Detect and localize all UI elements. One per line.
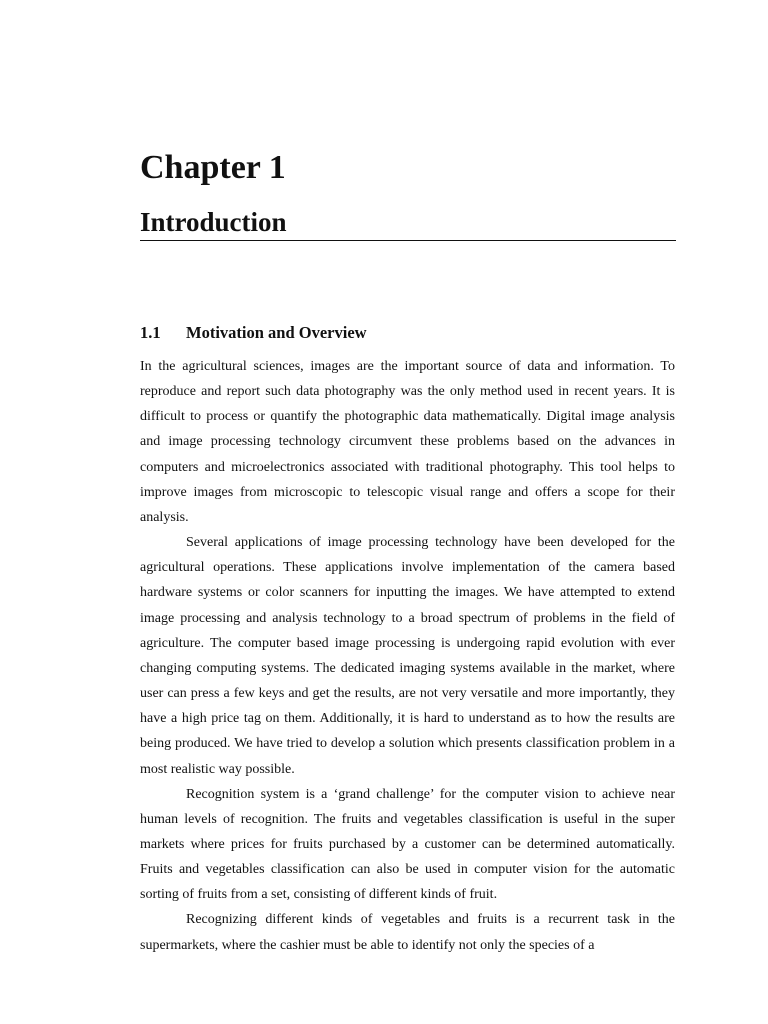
title-underline-rule bbox=[140, 240, 676, 241]
paragraph-2: Several applications of image processing technology have been developed for the agricultural operations. These applications involve implementation of the camera based hardware systems or color scanners for inputting the images. We have attempted to extend image processing and analysis technology to a broad spectrum of problems in the field of agriculture. The computer based image processing is undergoing rapid evolution with ever changing computing systems. The dedicated imaging systems available in the market, where user can press a few keys and get the results, are not very versatile and more importantly, they have a high price tag on them. Additionally, it is hard to understand as to how the results are being produced. We have tried to develop a solution which presents classification problem in a most realistic way possible. bbox=[140, 535, 675, 777]
body-text bbox=[140, 354, 675, 958]
section-number: 1.1 bbox=[140, 323, 161, 342]
paragraph-3: Recognition system is a ‘grand challenge’ for the computer vision to achieve near human levels of recognition. The fruits and vegetables classification is useful in the super markets where prices for fruits purchased by a customer can be determined automatically. Fruits and vegetables classification can also be used in computer vision for the automatic sorting of fruits from a set, consisting of different kinds of fruit. bbox=[140, 786, 675, 903]
chapter-title: Introduction bbox=[140, 207, 287, 237]
chapter-label: Chapter 1 bbox=[140, 149, 286, 186]
section-title: Motivation and Overview bbox=[186, 323, 367, 342]
section-heading bbox=[140, 322, 367, 344]
paragraph-4: Recognizing different kinds of vegetables and fruits is a recurrent task in the supermarkets, where the cashier must be able to identify not only the species of a bbox=[140, 912, 675, 953]
paragraph-1: In the agricultural sciences, images are the important source of data and information. To reproduce and report such data photography was the only method used in recent years. It is difficult to process or quantify the photographic data mathematically. Digital image analysis and image processing technology circumvent these problems based on the advances in computers and microelectronics associated with traditional photography. This tool helps to improve images from microscopic to telescopic visual range and offers a scope for their analysis. bbox=[140, 359, 675, 525]
